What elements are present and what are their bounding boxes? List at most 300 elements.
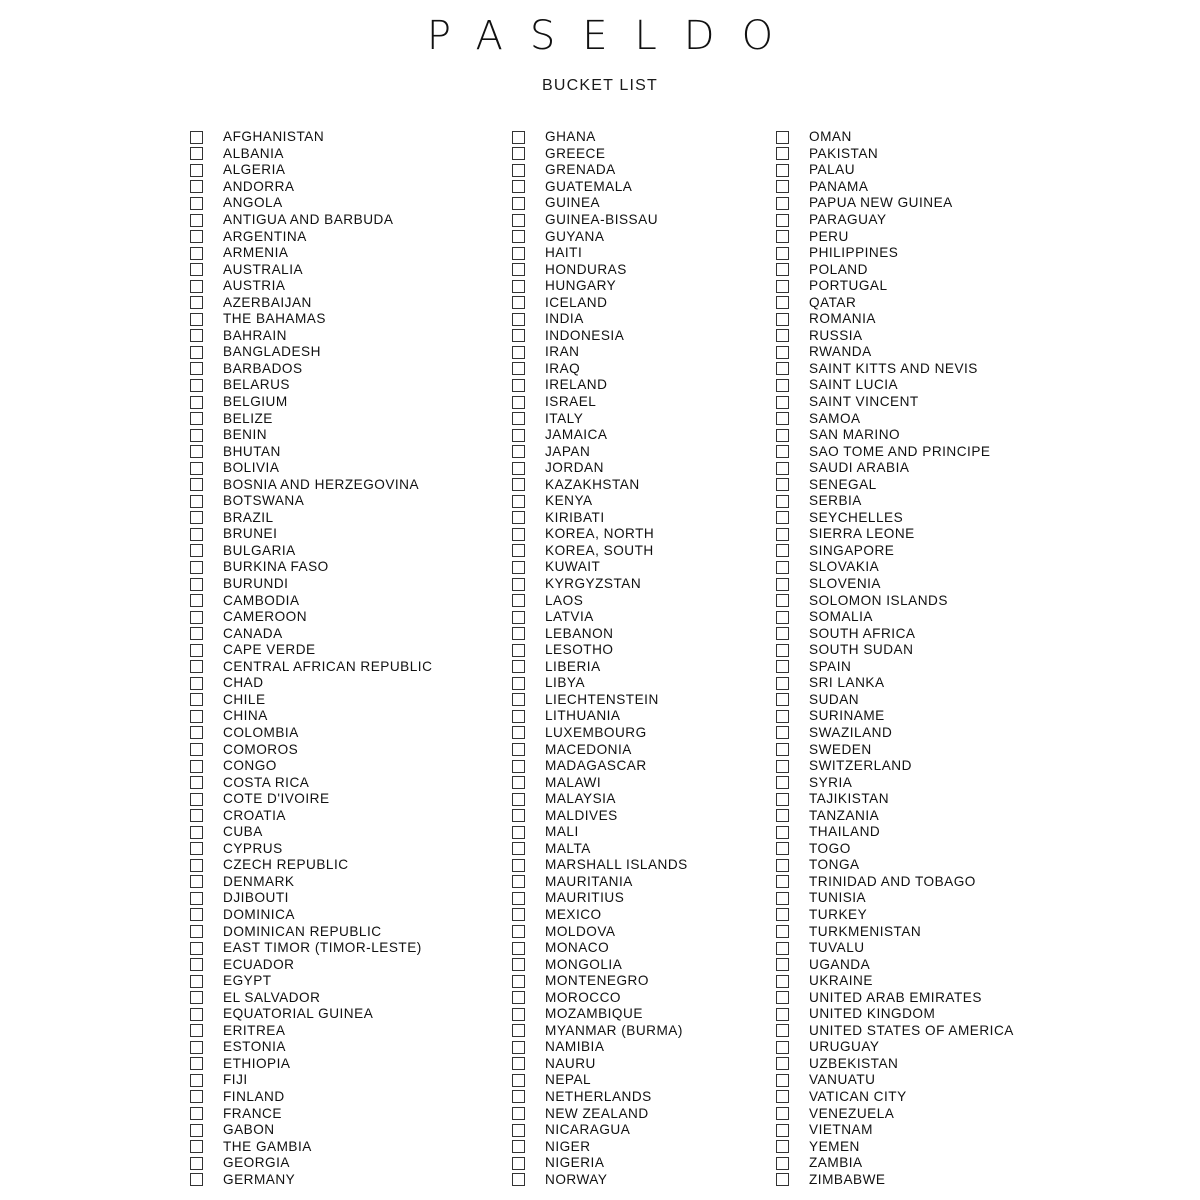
- list-item: [512, 344, 688, 361]
- checkbox[interactable]: [776, 1124, 789, 1137]
- country-label: COLOMBIA: [223, 724, 299, 740]
- checkbox[interactable]: [190, 826, 203, 839]
- checkbox[interactable]: [190, 214, 203, 227]
- country-label: ECUADOR: [223, 956, 295, 972]
- checkbox[interactable]: [190, 726, 203, 739]
- checkbox[interactable]: [776, 280, 789, 293]
- country-label: TAJIKISTAN: [809, 791, 890, 807]
- list-item: [190, 443, 432, 460]
- country-label: MALAYSIA: [545, 791, 616, 807]
- checkbox[interactable]: [776, 925, 789, 938]
- list-item: [776, 377, 1014, 394]
- list-item: [190, 394, 432, 411]
- checkbox[interactable]: [512, 1074, 525, 1087]
- list-item: [190, 344, 432, 361]
- checkbox[interactable]: [776, 611, 789, 624]
- list-item: [190, 725, 432, 742]
- country-label: BULGARIA: [223, 542, 296, 558]
- country-label: ZIMBABWE: [809, 1171, 886, 1187]
- list-item: [776, 146, 1014, 163]
- checkbox[interactable]: [776, 1057, 789, 1070]
- checkbox[interactable]: [190, 379, 203, 392]
- checkbox[interactable]: [512, 726, 525, 739]
- list-item: [190, 1023, 432, 1040]
- checkbox[interactable]: [776, 875, 789, 888]
- country-label: CUBA: [223, 824, 263, 840]
- country-label: AUSTRIA: [223, 278, 286, 294]
- checkbox[interactable]: [512, 131, 525, 144]
- checkbox[interactable]: [776, 1008, 789, 1021]
- country-label: MADAGASCAR: [545, 758, 647, 774]
- checkbox[interactable]: [512, 644, 525, 657]
- list-item: [776, 973, 1014, 990]
- country-label: SINGAPORE: [809, 542, 895, 558]
- checkbox[interactable]: [512, 214, 525, 227]
- list-item: [512, 526, 688, 543]
- list-item: [776, 1138, 1014, 1155]
- checkbox[interactable]: [512, 776, 525, 789]
- country-label: UNITED STATES OF AMERICA: [809, 1022, 1014, 1038]
- list-item: [190, 609, 432, 626]
- checkbox[interactable]: [512, 809, 525, 822]
- checkbox[interactable]: [512, 1090, 525, 1103]
- checkbox[interactable]: [512, 197, 525, 210]
- checkbox[interactable]: [190, 495, 203, 508]
- country-label: SAINT VINCENT: [809, 394, 919, 410]
- checkbox[interactable]: [776, 346, 789, 359]
- checkbox[interactable]: [776, 826, 789, 839]
- list-item: [776, 1122, 1014, 1139]
- checkbox[interactable]: [190, 925, 203, 938]
- country-label: LATVIA: [545, 609, 594, 625]
- list-item: [776, 592, 1014, 609]
- checkbox[interactable]: [512, 975, 525, 988]
- country-label: KUWAIT: [545, 559, 601, 575]
- checkbox[interactable]: [512, 710, 525, 723]
- checkbox[interactable]: [512, 379, 525, 392]
- checkbox[interactable]: [512, 230, 525, 243]
- checkbox[interactable]: [512, 826, 525, 839]
- checkbox[interactable]: [190, 627, 203, 640]
- checkbox[interactable]: [776, 164, 789, 177]
- checkbox[interactable]: [512, 511, 525, 524]
- country-label: POLAND: [809, 261, 868, 277]
- checkbox[interactable]: [512, 180, 525, 193]
- checkbox[interactable]: [190, 445, 203, 458]
- checkbox[interactable]: [512, 1041, 525, 1054]
- checkbox[interactable]: [776, 660, 789, 673]
- checkbox[interactable]: [776, 677, 789, 690]
- checkbox[interactable]: [776, 859, 789, 872]
- checkbox[interactable]: [512, 1173, 525, 1186]
- checkbox[interactable]: [190, 644, 203, 657]
- checkbox[interactable]: [776, 147, 789, 160]
- checkbox[interactable]: [190, 412, 203, 425]
- country-label: SWAZILAND: [809, 724, 893, 740]
- country-label: ISRAEL: [545, 394, 597, 410]
- checkbox[interactable]: [512, 892, 525, 905]
- checkbox[interactable]: [776, 197, 789, 210]
- checkbox[interactable]: [512, 743, 525, 756]
- checkbox[interactable]: [190, 313, 203, 326]
- checkbox[interactable]: [776, 627, 789, 640]
- checkbox[interactable]: [776, 1041, 789, 1054]
- list-item: [776, 278, 1014, 295]
- checkbox[interactable]: [190, 1157, 203, 1170]
- country-label: KENYA: [545, 493, 593, 509]
- list-item: [512, 989, 688, 1006]
- checkbox[interactable]: [190, 280, 203, 293]
- list-item: [190, 212, 432, 229]
- list-item: [190, 361, 432, 378]
- country-label: AZERBAIJAN: [223, 294, 312, 310]
- checkbox[interactable]: [512, 908, 525, 921]
- checkbox[interactable]: [190, 594, 203, 607]
- list-item: [190, 576, 432, 593]
- checkbox[interactable]: [512, 412, 525, 425]
- checkbox[interactable]: [512, 958, 525, 971]
- country-label: CYPRUS: [223, 840, 283, 856]
- checkbox[interactable]: [190, 809, 203, 822]
- checkbox[interactable]: [512, 329, 525, 342]
- checkbox[interactable]: [190, 842, 203, 855]
- checkbox[interactable]: [190, 875, 203, 888]
- checkbox[interactable]: [190, 1140, 203, 1153]
- checkbox[interactable]: [776, 131, 789, 144]
- checkbox[interactable]: [190, 793, 203, 806]
- checkbox[interactable]: [190, 544, 203, 557]
- list-item: [776, 195, 1014, 212]
- country-label: CHINA: [223, 708, 268, 724]
- list-item: [512, 460, 688, 477]
- checkbox[interactable]: [776, 230, 789, 243]
- checkbox[interactable]: [512, 528, 525, 541]
- checkbox[interactable]: [776, 578, 789, 591]
- country-label: NETHERLANDS: [545, 1088, 652, 1104]
- country-label: BURKINA FASO: [223, 559, 329, 575]
- checkbox[interactable]: [512, 1024, 525, 1037]
- checkbox[interactable]: [512, 263, 525, 276]
- checkbox[interactable]: [512, 859, 525, 872]
- country-label: BELGIUM: [223, 394, 288, 410]
- checkbox[interactable]: [190, 164, 203, 177]
- checkbox[interactable]: [512, 445, 525, 458]
- checkbox[interactable]: [512, 362, 525, 375]
- checkbox[interactable]: [776, 693, 789, 706]
- country-label: DOMINICA: [223, 906, 295, 922]
- checkbox[interactable]: [776, 511, 789, 524]
- list-item: [776, 1039, 1014, 1056]
- country-label: AUSTRALIA: [223, 261, 304, 277]
- checkbox[interactable]: [512, 147, 525, 160]
- list-item: [512, 576, 688, 593]
- checkbox[interactable]: [776, 462, 789, 475]
- list-item: [512, 857, 688, 874]
- country-label: ANTIGUA AND BARBUDA: [223, 212, 394, 227]
- checkbox[interactable]: [776, 842, 789, 855]
- checkbox[interactable]: [776, 743, 789, 756]
- checkbox[interactable]: [190, 329, 203, 342]
- country-label: ANDORRA: [223, 178, 295, 194]
- checkbox[interactable]: [512, 247, 525, 260]
- checkbox[interactable]: [190, 660, 203, 673]
- country-label: SOMALIA: [809, 609, 873, 625]
- checkbox[interactable]: [776, 1024, 789, 1037]
- checkbox[interactable]: [190, 1173, 203, 1186]
- list-item: [512, 1138, 688, 1155]
- checkbox[interactable]: [512, 793, 525, 806]
- checkbox[interactable]: [512, 925, 525, 938]
- checkbox[interactable]: [512, 1124, 525, 1137]
- list-item: [512, 162, 688, 179]
- country-label: SYRIA: [809, 774, 853, 790]
- checkbox[interactable]: [190, 462, 203, 475]
- checkbox[interactable]: [776, 760, 789, 773]
- checkbox[interactable]: [190, 578, 203, 591]
- checkbox[interactable]: [512, 478, 525, 491]
- checkbox[interactable]: [190, 1057, 203, 1070]
- checkbox[interactable]: [776, 892, 789, 905]
- checkbox[interactable]: [512, 313, 525, 326]
- checkbox[interactable]: [776, 1107, 789, 1120]
- country-label: LEBANON: [545, 625, 614, 641]
- country-label: MONGOLIA: [545, 956, 623, 972]
- checkbox[interactable]: [512, 594, 525, 607]
- checkbox[interactable]: [512, 429, 525, 442]
- checkbox[interactable]: [776, 561, 789, 574]
- checkbox[interactable]: [190, 760, 203, 773]
- country-label: UGANDA: [809, 956, 871, 972]
- list-item: [776, 1089, 1014, 1106]
- checkbox[interactable]: [776, 793, 789, 806]
- checkbox[interactable]: [776, 362, 789, 375]
- country-label: SOLOMON ISLANDS: [809, 592, 948, 608]
- country-label: SAINT LUCIA: [809, 377, 899, 393]
- checkbox[interactable]: [512, 942, 525, 955]
- country-label: UNITED ARAB EMIRATES: [809, 989, 982, 1005]
- checkbox[interactable]: [776, 726, 789, 739]
- checkbox[interactable]: [776, 1173, 789, 1186]
- checkbox[interactable]: [190, 346, 203, 359]
- checkbox[interactable]: [512, 611, 525, 624]
- list-item: [776, 311, 1014, 328]
- checkbox[interactable]: [776, 544, 789, 557]
- country-label: EQUATORIAL GUINEA: [223, 1006, 374, 1022]
- brand-logo: PASELDO: [426, 13, 801, 59]
- checkbox[interactable]: [512, 677, 525, 690]
- country-label: MALDIVES: [545, 807, 618, 823]
- checkbox[interactable]: [512, 1008, 525, 1021]
- checkbox[interactable]: [190, 180, 203, 193]
- checkbox[interactable]: [190, 677, 203, 690]
- list-item: [512, 1105, 688, 1122]
- checkbox[interactable]: [190, 611, 203, 624]
- list-item: [512, 427, 688, 444]
- country-label: TURKEY: [809, 906, 868, 922]
- checkbox[interactable]: [776, 1090, 789, 1103]
- checkbox[interactable]: [776, 180, 789, 193]
- checkbox[interactable]: [512, 164, 525, 177]
- country-label: KOREA, SOUTH: [545, 542, 654, 558]
- checkbox[interactable]: [776, 1140, 789, 1153]
- checkbox[interactable]: [776, 445, 789, 458]
- list-item: [190, 973, 432, 990]
- checkbox[interactable]: [190, 776, 203, 789]
- list-item: [190, 1056, 432, 1073]
- list-item: [190, 1072, 432, 1089]
- country-label: SPAIN: [809, 658, 852, 674]
- checkbox[interactable]: [776, 329, 789, 342]
- checkbox[interactable]: [512, 495, 525, 508]
- checkbox[interactable]: [776, 478, 789, 491]
- checkbox[interactable]: [190, 429, 203, 442]
- checkbox[interactable]: [512, 1140, 525, 1153]
- checkbox[interactable]: [190, 230, 203, 243]
- list-item: [512, 195, 688, 212]
- checkbox[interactable]: [190, 710, 203, 723]
- checkbox[interactable]: [512, 1107, 525, 1120]
- checkbox[interactable]: [776, 247, 789, 260]
- checkbox[interactable]: [190, 743, 203, 756]
- checkbox[interactable]: [190, 1107, 203, 1120]
- checkbox[interactable]: [190, 975, 203, 988]
- checkbox[interactable]: [190, 247, 203, 260]
- checkbox[interactable]: [512, 842, 525, 855]
- list-item: [776, 394, 1014, 411]
- checkbox[interactable]: [190, 561, 203, 574]
- checkbox[interactable]: [190, 1024, 203, 1037]
- country-label: FINLAND: [223, 1088, 285, 1104]
- checkbox[interactable]: [512, 875, 525, 888]
- checkbox[interactable]: [512, 760, 525, 773]
- checkbox[interactable]: [190, 1124, 203, 1137]
- list-item: [512, 311, 688, 328]
- checkbox[interactable]: [190, 362, 203, 375]
- checkbox[interactable]: [190, 528, 203, 541]
- checkbox[interactable]: [190, 942, 203, 955]
- list-item: [190, 625, 432, 642]
- checkbox[interactable]: [512, 991, 525, 1004]
- checkbox[interactable]: [776, 975, 789, 988]
- list-item: [512, 1171, 688, 1188]
- checkbox[interactable]: [512, 660, 525, 673]
- checkbox[interactable]: [190, 296, 203, 309]
- checkbox[interactable]: [776, 495, 789, 508]
- list-item: [776, 228, 1014, 245]
- checkbox[interactable]: [776, 908, 789, 921]
- checkbox[interactable]: [190, 1008, 203, 1021]
- checkbox[interactable]: [190, 991, 203, 1004]
- checkbox[interactable]: [776, 1074, 789, 1087]
- list-item: [512, 1006, 688, 1023]
- country-label: VENEZUELA: [809, 1105, 895, 1121]
- country-label: ESTONIA: [223, 1039, 286, 1055]
- country-label: QATAR: [809, 294, 857, 310]
- country-label: BAHRAIN: [223, 327, 287, 343]
- checkbox[interactable]: [512, 561, 525, 574]
- country-label: GEORGIA: [223, 1155, 290, 1171]
- checkbox[interactable]: [776, 412, 789, 425]
- list-item: [512, 1039, 688, 1056]
- country-label: SRI LANKA: [809, 675, 885, 691]
- list-item: [512, 907, 688, 924]
- country-label: TRINIDAD AND TOBAGO: [809, 873, 976, 889]
- list-item: [190, 774, 432, 791]
- checkbox[interactable]: [776, 991, 789, 1004]
- country-label: MAURITIUS: [545, 890, 625, 906]
- checkbox[interactable]: [776, 710, 789, 723]
- checkbox[interactable]: [190, 147, 203, 160]
- country-label: SAMOA: [809, 410, 861, 426]
- checkbox[interactable]: [512, 693, 525, 706]
- checkbox[interactable]: [512, 1057, 525, 1070]
- checkbox[interactable]: [512, 544, 525, 557]
- checkbox[interactable]: [776, 528, 789, 541]
- checkbox[interactable]: [776, 594, 789, 607]
- checkbox[interactable]: [190, 908, 203, 921]
- country-label: IRAN: [545, 344, 580, 360]
- checkbox[interactable]: [190, 1041, 203, 1054]
- checkbox[interactable]: [512, 346, 525, 359]
- checkbox[interactable]: [190, 131, 203, 144]
- checkbox[interactable]: [190, 511, 203, 524]
- checkbox[interactable]: [512, 396, 525, 409]
- checkbox[interactable]: [776, 429, 789, 442]
- checkbox[interactable]: [776, 942, 789, 955]
- checkbox[interactable]: [776, 296, 789, 309]
- checkbox[interactable]: [512, 1157, 525, 1170]
- checkbox[interactable]: [512, 627, 525, 640]
- checkbox[interactable]: [776, 809, 789, 822]
- checkbox[interactable]: [776, 958, 789, 971]
- country-label: PERU: [809, 228, 849, 244]
- list-item: [190, 642, 432, 659]
- checkbox[interactable]: [190, 693, 203, 706]
- list-item: [190, 940, 432, 957]
- checkbox[interactable]: [776, 1157, 789, 1170]
- checkbox[interactable]: [512, 280, 525, 293]
- checkbox[interactable]: [776, 396, 789, 409]
- checkbox[interactable]: [512, 296, 525, 309]
- checkbox[interactable]: [776, 214, 789, 227]
- list-item: [776, 642, 1014, 659]
- list-item: [190, 278, 432, 295]
- checkbox[interactable]: [776, 644, 789, 657]
- checkbox[interactable]: [190, 478, 203, 491]
- country-label: CHAD: [223, 675, 264, 691]
- checkbox[interactable]: [776, 313, 789, 326]
- checkbox[interactable]: [512, 462, 525, 475]
- checkbox[interactable]: [190, 1090, 203, 1103]
- checkbox[interactable]: [512, 578, 525, 591]
- checkbox[interactable]: [190, 892, 203, 905]
- list-item: [776, 609, 1014, 626]
- checkbox[interactable]: [190, 396, 203, 409]
- checkbox[interactable]: [190, 958, 203, 971]
- country-label: BOSNIA AND HERZEGOVINA: [223, 476, 420, 492]
- country-label: GUINEA: [545, 195, 601, 211]
- checkbox[interactable]: [190, 859, 203, 872]
- checkbox[interactable]: [776, 776, 789, 789]
- checkbox[interactable]: [776, 379, 789, 392]
- checkbox[interactable]: [190, 263, 203, 276]
- country-label: SERBIA: [809, 493, 862, 509]
- checkbox[interactable]: [190, 197, 203, 210]
- checkbox[interactable]: [776, 263, 789, 276]
- checkbox[interactable]: [190, 1074, 203, 1087]
- country-label: CROATIA: [223, 807, 286, 823]
- list-item: [512, 278, 688, 295]
